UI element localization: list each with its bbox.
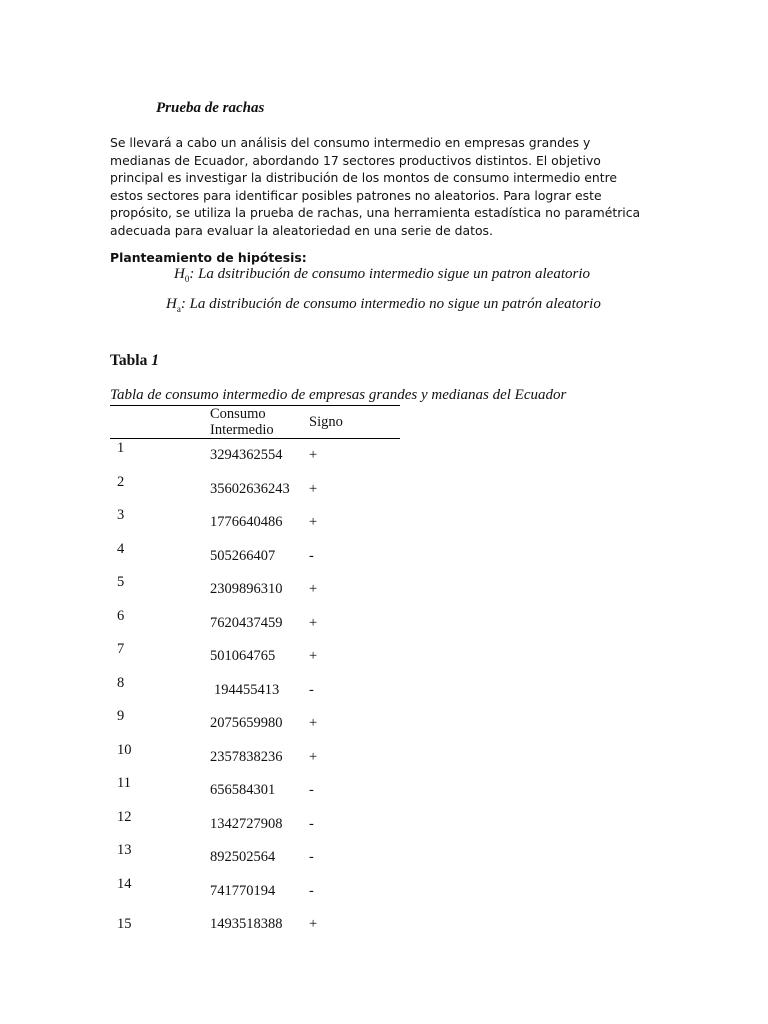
row-index: 2 bbox=[117, 473, 125, 490]
row-index: 12 bbox=[117, 808, 132, 825]
row-sign: - bbox=[309, 849, 314, 865]
row-index: 7 bbox=[117, 641, 125, 657]
row-sign: + bbox=[309, 514, 318, 530]
row-sign: + bbox=[309, 480, 318, 497]
table-header-rule bbox=[110, 438, 400, 439]
row-sign: - bbox=[309, 815, 314, 832]
row-consumo-value: 7620437459 bbox=[210, 614, 283, 631]
table-caption: Tabla de consumo intermedio de empresas grandes y medianas del Ecuador bbox=[110, 387, 567, 403]
row-index: 9 bbox=[117, 708, 125, 724]
row-index: 3 bbox=[117, 507, 125, 523]
header-consumo-line1: Consumo bbox=[210, 406, 266, 422]
section-title: Prueba de rachas bbox=[156, 100, 265, 116]
header-consumo-intermedio bbox=[210, 406, 274, 438]
row-index: 4 bbox=[117, 540, 125, 557]
row-consumo-value: 1342727908 bbox=[210, 815, 283, 832]
table-label bbox=[110, 352, 159, 370]
row-sign: + bbox=[309, 648, 318, 664]
row-consumo-value: 501064765 bbox=[210, 648, 276, 664]
table-label-word: Tabla bbox=[110, 352, 148, 369]
row-sign: + bbox=[309, 715, 318, 731]
row-sign: + bbox=[309, 748, 318, 765]
h0-subscript: 0 bbox=[184, 274, 190, 284]
row-index: 11 bbox=[117, 775, 131, 791]
ha-symbol: $H_a$ bbox=[166, 296, 181, 314]
row-consumo-value: 2357838236 bbox=[210, 748, 283, 765]
row-index: 15 bbox=[117, 916, 132, 932]
row-index: 14 bbox=[117, 875, 132, 892]
row-consumo-value: 3294362554 bbox=[210, 447, 283, 463]
row-sign: - bbox=[309, 547, 314, 564]
null-hypothesis bbox=[174, 266, 590, 284]
row-consumo-value: 2075659980 bbox=[210, 715, 283, 731]
intro-paragraph: Se llevará a cabo un análisis del consumo intermedio en empresas grandes y medianas de Ecuador, abordando 17 sectores productivos distintos. El objetivo principal es investigar la distribución de los montos de consumo intermedio entre estos sectores para identificar posibles patrones no aleatorios. Para lograr este propósito, se utiliza la prueba de rachas, una herramienta estadística no paramétrica adecuada para evaluar la aleatoriedad en una serie de datos. bbox=[110, 135, 641, 238]
row-consumo-value: 656584301 bbox=[210, 782, 276, 798]
row-consumo-value: 892502564 bbox=[210, 849, 276, 865]
row-sign: + bbox=[309, 614, 318, 631]
row-consumo-value: 1776640486 bbox=[210, 514, 283, 530]
row-consumo-value: 741770194 bbox=[210, 882, 276, 899]
row-sign: + bbox=[309, 447, 318, 463]
row-index: 1 bbox=[117, 440, 125, 456]
row-consumo-value: 194455413 bbox=[214, 681, 280, 698]
row-sign: + bbox=[309, 581, 318, 597]
table-label-number: 1 bbox=[151, 352, 159, 369]
row-consumo-value: 505266407 bbox=[210, 547, 276, 564]
alternative-hypothesis bbox=[166, 296, 601, 314]
ha-text: : La distribución de consumo intermedio no sigue un patrón aleatorio bbox=[180, 296, 601, 312]
row-sign: + bbox=[309, 916, 318, 932]
row-index: 8 bbox=[117, 674, 125, 691]
row-index: 5 bbox=[117, 574, 125, 590]
ha-subscript: a bbox=[176, 304, 181, 314]
h0-text: : La dsitribución de consumo intermedio sigue un patron aleatorio bbox=[189, 266, 591, 282]
row-consumo-value: 2309896310 bbox=[210, 581, 283, 597]
h0-symbol: $H_0$ bbox=[174, 266, 190, 284]
row-index: 6 bbox=[117, 607, 125, 624]
row-consumo-value: 1493518388 bbox=[210, 916, 283, 932]
hypothesis-heading: Planteamiento de hipótesis: bbox=[110, 250, 307, 265]
row-index: 10 bbox=[117, 741, 132, 758]
row-sign: - bbox=[309, 681, 314, 698]
row-consumo-value: 35602636243 bbox=[210, 480, 290, 497]
header-signo: Signo bbox=[309, 414, 343, 430]
row-sign: - bbox=[309, 782, 314, 798]
header-consumo-line2: Intermedio bbox=[210, 422, 274, 438]
row-index: 13 bbox=[117, 842, 132, 858]
row-sign: - bbox=[309, 882, 314, 899]
